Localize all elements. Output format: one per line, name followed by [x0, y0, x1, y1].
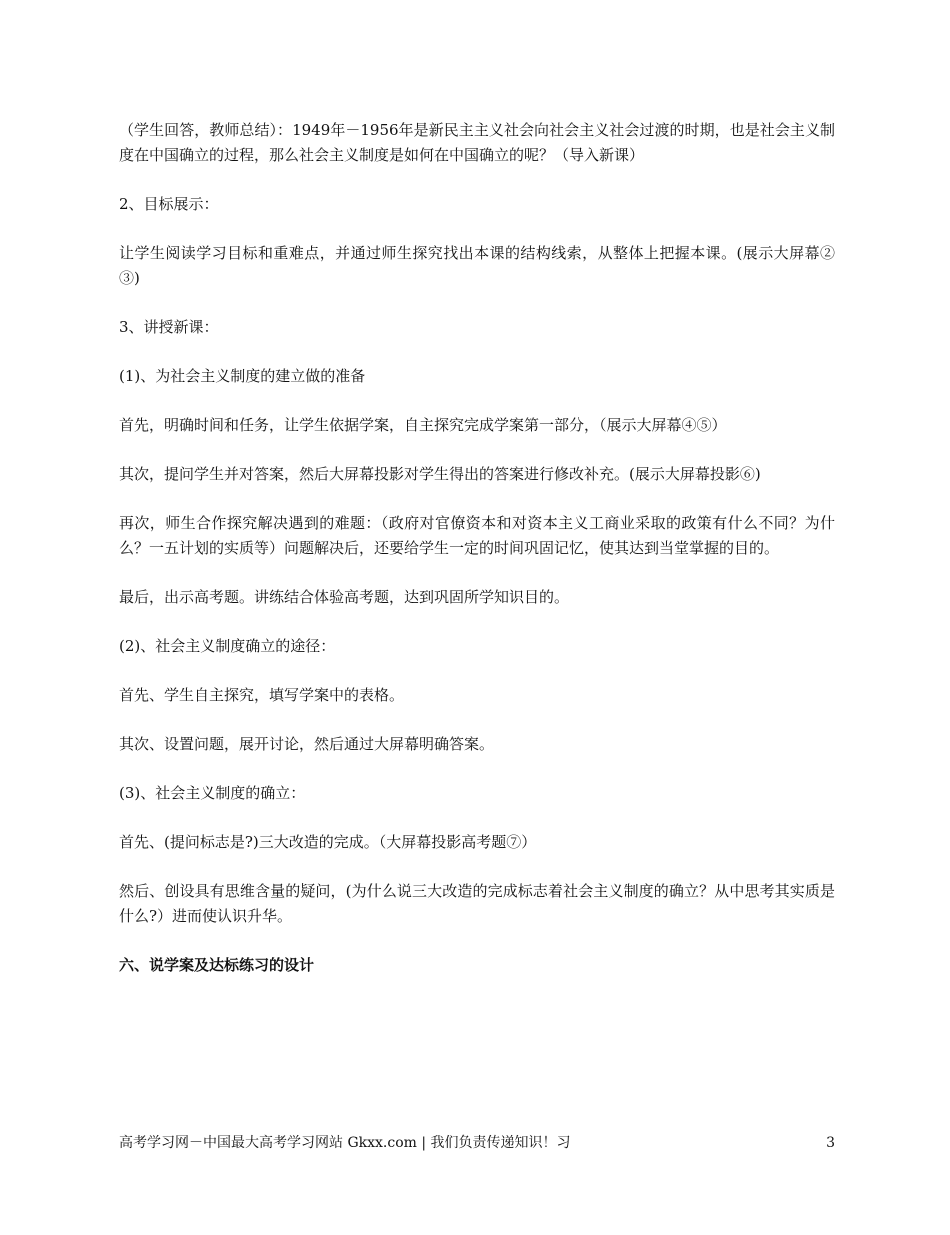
paragraph: 首先、学生自主探究，填写学案中的表格。 — [119, 686, 405, 704]
paragraph: (3)、社会主义制度的确立： — [119, 784, 306, 802]
section-heading: 六、说学案及达标练习的设计 — [119, 956, 315, 974]
document-body — [119, 118, 835, 1002]
page-number: 3 — [826, 1135, 835, 1151]
paragraph: 2、目标展示： — [119, 195, 219, 213]
paragraph: 首先、(提问标志是?)三大改造的完成。（大屏幕投影高考题⑦） — [119, 833, 537, 851]
paragraph: 3、讲授新课： — [119, 318, 219, 336]
paragraph: (1)、为社会主义制度的建立做的准备 — [119, 367, 366, 385]
paragraph: 首先，明确时间和任务，让学生依据学案，自主探究完成学案第一部分，（展示大屏幕④⑤） — [119, 416, 727, 434]
page-footer — [119, 1133, 835, 1153]
paragraph: 最后，出示高考题。讲练结合体验高考题，达到巩固所学知识目的。 — [119, 588, 570, 606]
paragraph: 其次、设置问题，展开讨论，然后通过大屏幕明确答案。 — [119, 735, 495, 753]
paragraph: （学生回答，教师总结）：1949年－1956年是新民主主义社会向社会主义社会过渡的时期，也是社会主义制度在中国确立的过程，那么社会主义制度是如何在中国确立的呢？（导入新课） — [119, 121, 835, 164]
paragraph: 其次，提问学生并对答案，然后大屏幕投影对学生得出的答案进行修改补充。(展示大屏幕投影⑥) — [119, 465, 761, 483]
paragraph: 再次，师生合作探究解决遇到的难题：（政府对官僚资本和对资本主义工商业采取的政策有什么不同？为什么？一五计划的实质等）问题解决后，还要给学生一定的时间巩固记忆，使其达到当堂掌握的目的。 — [119, 514, 835, 557]
paragraph: (2)、社会主义制度确立的途径： — [119, 637, 336, 655]
paragraph: 然后、创设具有思维含量的疑问，(为什么说三大改造的完成标志着社会主义制度的确立？从中思考其实质是什么?）进而使认识升华。 — [119, 882, 835, 925]
paragraph: 让学生阅读学习目标和重难点，并通过师生探究找出本课的结构线索，从整体上把握本课。(展示大屏幕②③) — [119, 244, 835, 287]
footer-text: 高考学习网－中国最大高考学习网站 Gkxx.com | 我们负责传递知识！习 — [119, 1135, 571, 1151]
